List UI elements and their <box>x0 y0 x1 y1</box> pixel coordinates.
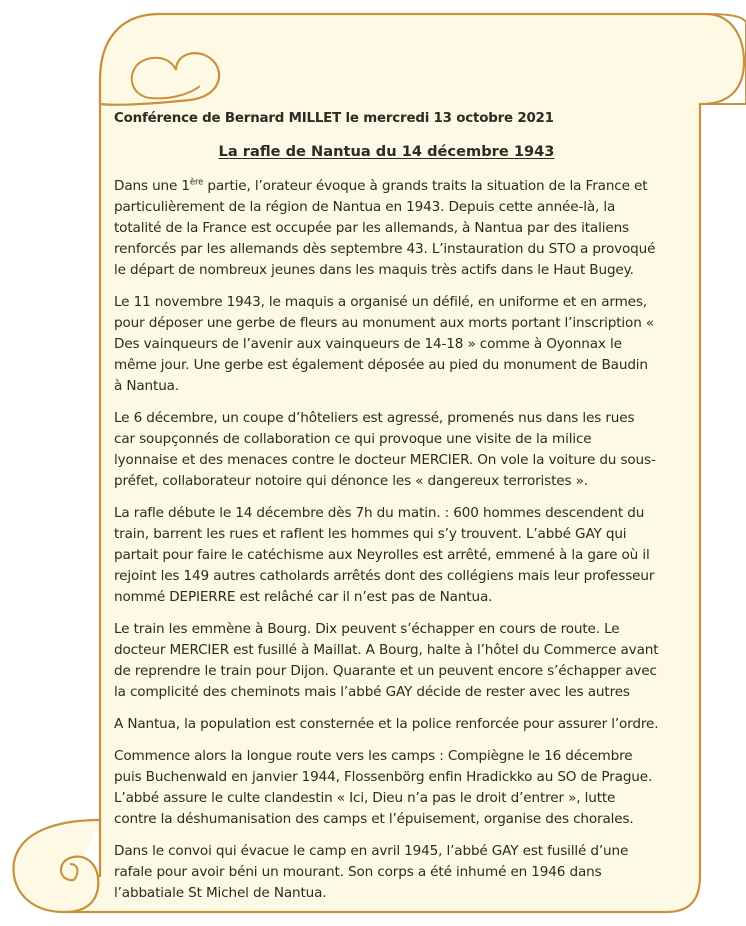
paragraph-7: Commence alors la longue route vers les camps : Compiègne le 16 décembre puis Buchenwald en janvier 1944, Flossenbörg enfin Hradickko au SO de Prague. L’abbé assure le culte clandestin « Ici, Dieu n’a pas le droit d’entrer », lutte contre la déshumanisation des camps et l’épuisement, organise des chorales. <box>114 748 653 827</box>
paragraph-5: Le train les emmène à Bourg. Dix peuvent s’échapper en cours de route. Le docteur MERCIER est fusillé à Maillat. A Bourg, halte à l’hôtel du Commerce avant de reprendre le train pour Dijon. Quarante et un peuvent encore s’échapper avec la complicité des cheminots mais l’abbé GAY décide de rester avec les autres <box>114 621 659 700</box>
paragraph-1-text: partie, l’orateur évoque à grands traits la situation de la France et particulièrement de la région de Nantua en 1943. Depuis cette année-là, la totalité de la France est occupée par les allemands, à Nantua par des italiens renforcés par les allemands dès septembre 43. L’instauration du STO a provoqué le départ de nombreux jeunes dans les maquis très actifs dans le Haut Bugey. <box>114 178 656 278</box>
document-body <box>114 108 659 915</box>
conference-header: Conférence de Bernard MILLET le mercredi 13 octobre 2021 <box>114 111 554 126</box>
paragraph-1 <box>114 176 659 281</box>
paragraph-4: La rafle débute le 14 décembre dès 7h du matin. : 600 hommes descendent du train, barrent les rues et raflent les hommes qui s’y trouvent. L’abbé GAY qui partait pour faire le catéchisme aux Neyrolles est arrêté, emmené à la gare où il rejoint les 149 autres catholards arrêtés dont des collégiens mais leur professeur nommé DEPIERRE est relâché car il n’est pas de Nantua. <box>114 505 655 605</box>
paragraph-3: Le 6 décembre, un coupe d’hôteliers est agressé, promenés nus dans les rues car soupçonnés de collaboration ce qui provoque une visite de la milice lyonnaise et des menaces contre le docteur MERCIER. On vole la voiture du sous-préfet, collaborateur notoire qui dénonce les « dangereux terroristes ». <box>114 410 656 489</box>
paragraph-1-lead: Dans une 1 <box>114 178 190 194</box>
paragraph-2: Le 11 novembre 1943, le maquis a organisé un défilé, en uniforme et en armes, pour déposer une gerbe de fleurs au monument aux morts portant l’inscription « Des vainqueurs de l’avenir aux vainqueurs de 14-18 » comme à Oyonnax le même jour. Une gerbe est également déposée au pied du monument de Baudin à Nantua. <box>114 294 655 394</box>
document-title: La rafle de Nantua du 14 décembre 1943 <box>218 143 555 160</box>
bottom-curl <box>13 820 100 912</box>
paragraph-1-superscript: ère <box>189 177 204 188</box>
paragraph-8: Dans le convoi qui évacue le camp en avril 1945, l’abbé GAY est fusillé d’une rafale pour avoir béni un mourant. Son corps a été inhumé en 1946 dans l’abbatiale St Michel de Nantua. <box>114 843 629 901</box>
paragraph-6: A Nantua, la population est consternée et la police renforcée pour assurer l’ordre. <box>114 716 659 732</box>
